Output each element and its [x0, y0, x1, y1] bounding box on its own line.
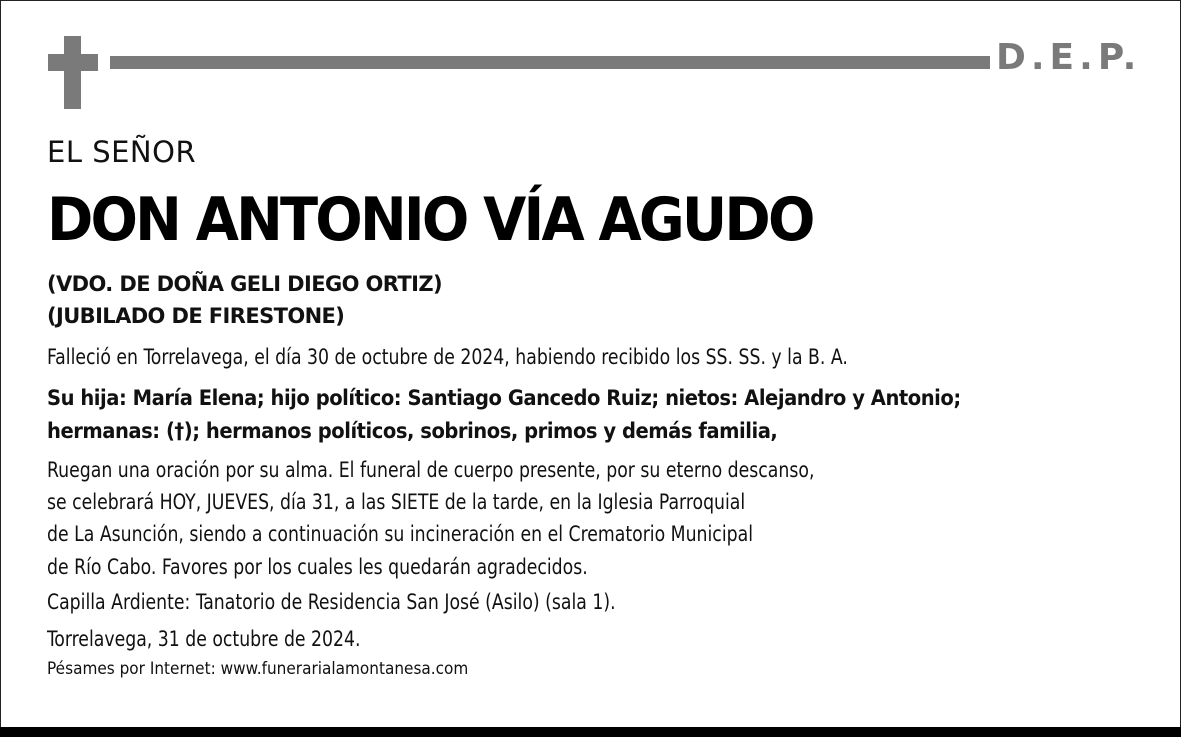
widower-of-line: (VDO. DE DOÑA GELI DIEGO ORTIZ): [47, 272, 442, 296]
place-date: Torrelavega, 31 de octubre de 2024.: [47, 627, 361, 651]
death-line: Falleció en Torrelavega, el día 30 de octubre de 2024, habiendo recibido los SS. SS. y la B. A.: [47, 345, 848, 369]
request-line: se celebrará HOY, JUEVES, día 31, a las SIETE de la tarde, en la Iglesia Parroquial: [47, 490, 746, 514]
title-prefix: EL SEÑOR: [47, 135, 197, 169]
family-line: Su hija: María Elena; hijo político: Santiago Gancedo Ruiz; nietos: Alejandro y Antonio;: [47, 386, 961, 410]
cross-vertical-bar: [64, 36, 81, 109]
bottom-border: [0, 727, 1181, 737]
header-rule: [110, 56, 990, 69]
dep-label: D.E.P.: [996, 37, 1142, 78]
cross-horizontal-bar: [48, 54, 98, 71]
request-line: de La Asunción, siendo a continuación su incineración en el Crematorio Municipal: [47, 522, 753, 546]
occupation-line: (JUBILADO DE FIRESTONE): [47, 304, 345, 328]
family-line: hermanas: (†); hermanos políticos, sobrinos, primos y demás familia,: [47, 419, 778, 443]
condolences-line: Pésames por Internet: www.funerarialamontanesa.com: [47, 659, 469, 679]
request-line: Ruegan una oración por su alma. El funeral de cuerpo presente, por su eterno descanso,: [47, 458, 815, 482]
chapel-line: Capilla Ardiente: Tanatorio de Residencia San José (Asilo) (sala 1).: [47, 590, 616, 614]
deceased-name: DON ANTONIO VÍA AGUDO: [47, 185, 813, 255]
request-line: de Río Cabo. Favores por los cuales les quedarán agradecidos.: [47, 555, 588, 579]
